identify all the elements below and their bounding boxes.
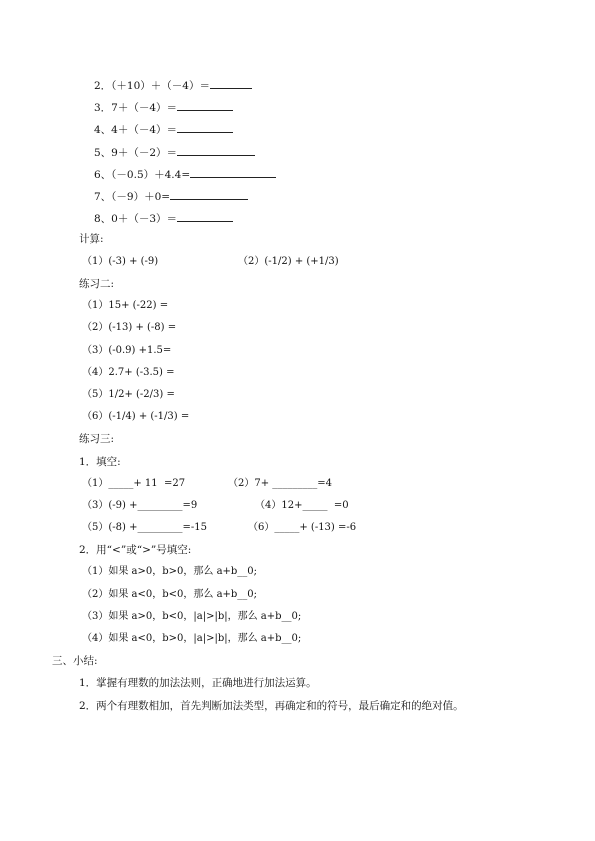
exercise-item-label: 8、0＋（－3）＝ [94,213,178,225]
exercise-item [94,210,233,226]
exercise-item-label: 6、（－0.5）＋4.4= [94,169,191,181]
practice2-item: （3）(-0.9) +1.5= [82,345,172,356]
practice2-item: （1）15+ (-22) = [82,300,169,311]
exercise-item-label: 2．（＋10）＋（－4）＝ [94,80,210,92]
exercise-item-label: 4、4＋（－4）＝ [94,124,178,136]
calc-question-1: （1）(-3) + (-9) [82,256,159,267]
answer-blank [190,166,276,178]
fill-item: （2）7+ _________=4 [228,478,333,489]
fill-item: （1）_____+ 11 =27 [82,478,186,489]
exercise-item [94,77,252,93]
compare-item: （3）如果 a>0，b<0，|a|>|b|，那么 a+b__0; [82,611,302,622]
exercise-item-label: 3．7＋（－4）＝ [94,102,178,114]
practice2-item: （6）(-1/4) + (-1/3) = [82,411,190,422]
fill-item: （6）_____+ (-13) =-6 [248,522,357,533]
answer-blank [170,188,248,200]
answer-blank [177,121,233,133]
answer-blank [177,210,233,222]
summary-item: 1．掌握有理数的加法法则，正确地进行加法运算。 [79,677,317,689]
answer-blank [177,144,255,156]
practice2-item: （4）2.7+ (-3.5) = [82,367,175,378]
practice2-item: （2）(-13) + (-8) = [82,322,177,333]
fill-item: （4）12+_____ =0 [255,500,349,511]
answer-blank [177,99,233,111]
exercise-item [94,121,233,137]
practice2-item: （5）1/2+ (-2/3) = [82,389,175,400]
compare-title: 2．用“<”或“>”号填空: [79,544,192,556]
compare-item: （4）如果 a<0，b>0，|a|>|b|，那么 a+b__0; [82,633,302,644]
practice2-heading: 练习二: [79,278,115,290]
calc-heading: 计算: [79,233,104,245]
exercise-item [94,188,248,204]
exercise-item [94,166,276,182]
fill-title: 1．填空: [79,456,121,468]
practice3-heading: 练习三: [79,433,115,445]
fill-item: （5）(-8) +_________=-15 [82,522,207,533]
summary-item: 2．两个有理数相加，首先判断加法类型，再确定和的符号，最后确定和的绝对值。 [79,700,464,712]
calc-question-2: （2）(-1/2) + (+1/3) [238,256,339,267]
exercise-item [94,99,233,115]
compare-item: （1）如果 a>0，b>0，那么 a+b__0; [82,566,258,577]
exercise-item-label: 7、（－9）＋0= [94,191,171,203]
exercise-item-label: 5、9＋（－2）＝ [94,147,178,159]
answer-blank [210,77,252,89]
compare-item: （2）如果 a<0，b<0，那么 a+b__0; [82,589,258,600]
summary-heading: 三、小结: [52,655,98,667]
fill-item: （3）(-9) +_________=9 [82,500,198,511]
exercise-item [94,144,255,160]
